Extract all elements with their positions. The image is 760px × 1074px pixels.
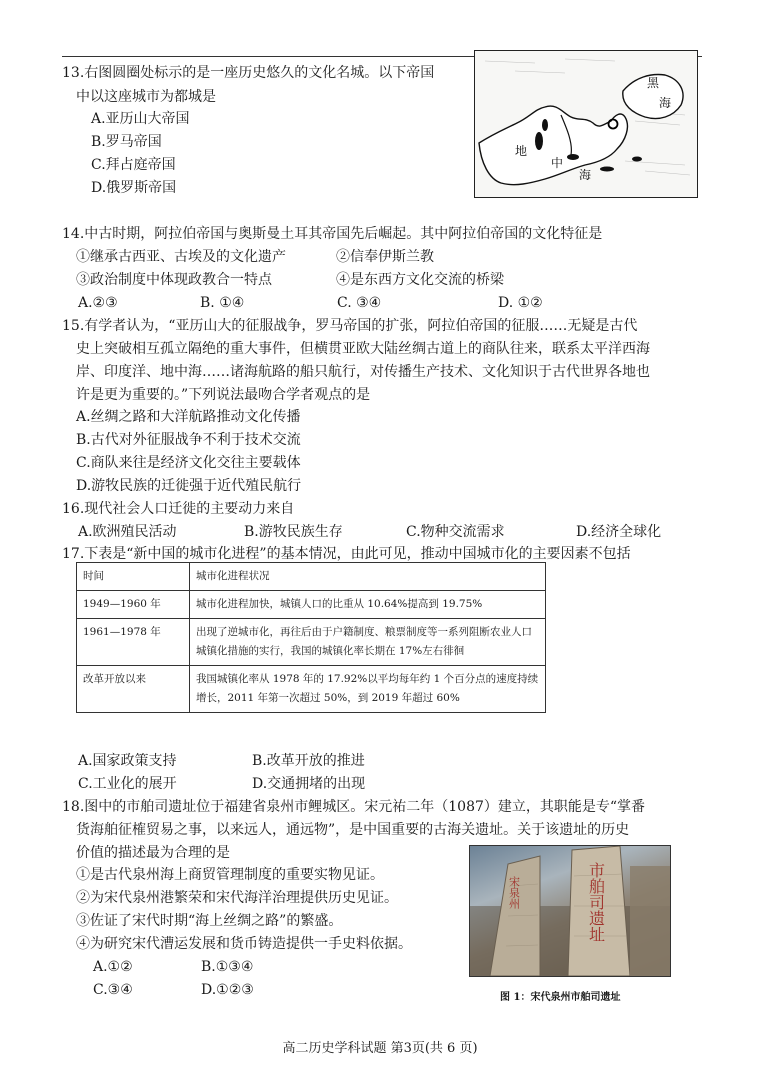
site-photo — [469, 845, 671, 977]
q13-option-b: B.罗马帝国 — [91, 134, 162, 150]
q13-option-c: C.拜占庭帝国 — [91, 157, 176, 173]
map-label-4: 中 — [551, 156, 564, 170]
island-sardinia — [535, 132, 543, 150]
table-cell-status: 我国城镇化率从 1978 年的 17.92%以平均每年约 1 个百分点的速度持续增长，2011 年第一次超过 50%，到 2019 年超过 60% — [190, 666, 546, 713]
q16-option-a: A.欧洲殖民活动 — [78, 524, 177, 540]
q15-option-c: C.商队来往是经济文化交往主要载体 — [76, 455, 301, 471]
table-row — [77, 666, 546, 713]
q17-option-a: A.国家政策支持 — [78, 753, 177, 769]
q15-stem-line4: 许是更为重要的。”下列说法最吻合学者观点的是 — [76, 387, 371, 403]
q13-stem-line2: 中以这座城市为都城是 — [76, 89, 216, 105]
q18-item-2: ②为宋代泉州港繁荣和宋代海洋治理提供历史见证。 — [76, 890, 398, 906]
q17-option-c: C.工业化的展开 — [78, 776, 177, 792]
table-row — [77, 619, 546, 666]
stele-right-text: 市舶司遗址 — [586, 862, 606, 942]
q14-item-4: ④是东西方文化交流的桥梁 — [336, 272, 504, 288]
table-cell-period: 改革开放以来 — [77, 666, 190, 713]
q18-stem-line2: 货海舶征榷贸易之事，以来远人，通远物”，是中国重要的古海关遗址。关于该遗址的历史 — [76, 822, 630, 838]
map-label-2: 海 — [659, 96, 672, 110]
q13-stem-line1: 13.右图圆圈处标示的是一座历史悠久的文化名城。以下帝国 — [62, 65, 435, 81]
q18-item-3: ③佐证了宋代时期“海上丝绸之路”的繁盛。 — [76, 913, 343, 929]
q15-option-d: D.游牧民族的迁徙强于近代殖民航行 — [76, 478, 302, 494]
urbanization-table — [76, 562, 546, 713]
q17-stem: 17.下表是“新中国的城市化进程”的基本情况，由此可见，推动中国城市化的主要因素不包括 — [62, 546, 631, 562]
q14-option-b: B. ①④ — [200, 295, 245, 311]
island-crete — [600, 167, 614, 172]
q14-option-c: C. ③④ — [337, 295, 382, 311]
q14-option-a: A.②③ — [78, 295, 118, 311]
q16-option-b: B.游牧民族生存 — [244, 524, 343, 540]
q15-option-b: B.古代对外征服战争不利于技术交流 — [76, 432, 301, 448]
table-header-time: 时间 — [77, 563, 190, 591]
q18-stem-line3: 价值的描述最为合理的是 — [76, 845, 230, 861]
photo-caption: 图 1：宋代泉州市舶司遗址 — [500, 992, 621, 1003]
map-label-3: 地 — [515, 144, 528, 158]
q14-stem: 14.中古时期，阿拉伯帝国与奥斯曼土耳其帝国先后崛起。其中阿拉伯帝国的文化特征是 — [62, 226, 603, 242]
q17-option-d: D.交通拥堵的出现 — [252, 776, 366, 792]
q13-option-a: A.亚历山大帝国 — [91, 111, 190, 127]
table-cell-status: 城市化进程加快，城镇人口的比重从 10.64%提高到 19.75% — [190, 591, 546, 619]
q13-option-d: D.俄罗斯帝国 — [91, 180, 177, 196]
map-label-1: 黑 — [647, 76, 660, 90]
q17-options-row1 — [0, 752, 760, 770]
q15-stem-line3: 岸、印度洋、地中海……诸海航路的船只航行，对传播生产技术、文化知识于古代世界各地也 — [76, 364, 650, 380]
q18-item-4: ④为研究宋代漕运发展和货币铸造提供一手史料依据。 — [76, 936, 412, 952]
q16-option-d: D.经济全球化 — [576, 524, 662, 540]
table-cell-period: 1949—1960 年 — [77, 591, 190, 619]
q14-item-3: ③政治制度中体现政教合一特点 — [76, 272, 272, 288]
q15-stem-line1: 15.有学者认为，“亚历山大的征服战争，罗马帝国的扩张，阿拉伯帝国的征服……无疑是古代 — [62, 318, 638, 334]
sea-area — [479, 106, 627, 185]
table-cell-period: 1961—1978 年 — [77, 619, 190, 666]
table-header-row — [77, 563, 546, 591]
q17-options-row2 — [0, 775, 760, 793]
q18-options-row1 — [0, 958, 460, 976]
q14-item-2: ②信奉伊斯兰教 — [336, 249, 434, 265]
q16-option-c: C.物种交流需求 — [406, 524, 505, 540]
q18-option-b: B.①③④ — [201, 959, 254, 975]
q15-stem-line2: 史上突破相互孤立隔绝的重大事件，但横贯亚欧大陆丝绸古道上的商队往来，联系太平洋西海 — [76, 341, 650, 357]
q17-option-b: B.改革开放的推进 — [252, 753, 365, 769]
q18-option-c: C.③④ — [93, 982, 133, 998]
q18-item-1: ①是古代泉州海上商贸管理制度的重要实物见证。 — [76, 867, 384, 883]
q18-stem-line1: 18.图中的市舶司遗址位于福建省泉州市鲤城区。宋元祐二年（1087）建立，其职能是专“掌番 — [62, 799, 646, 815]
q16-options — [0, 523, 760, 541]
island-sicily — [567, 154, 579, 160]
map-label-5: 海 — [579, 168, 592, 182]
q14-item-1: ①继承古西亚、古埃及的文化遗产 — [76, 249, 286, 265]
q18-options-row2 — [0, 981, 460, 999]
island-corsica — [542, 119, 548, 131]
page-footer: 高二历史学科试题 第3页(共 6 页) — [282, 1041, 478, 1056]
mediterranean-map — [474, 50, 698, 198]
table-cell-status: 出现了逆城市化，再往后由于户籍制度、粮票制度等一系列阻断农业人口城镇化措施的实行，我国的城镇化率长期在 17%左右徘徊 — [190, 619, 546, 666]
photo-drawing — [470, 846, 670, 976]
table-row — [77, 591, 546, 619]
map-drawing — [475, 51, 697, 197]
q14-option-d: D. ①② — [498, 295, 543, 311]
table-header-status: 城市化进程状况 — [190, 563, 546, 591]
q15-option-a: A.丝绸之路和大洋航路推动文化传播 — [76, 409, 301, 425]
stele-left-text: 宋泉州 — [507, 876, 521, 909]
q18-option-a: A.①② — [93, 959, 133, 975]
q18-option-d: D.①②③ — [201, 982, 254, 998]
q14-options — [0, 294, 760, 312]
island-cyprus — [632, 157, 642, 162]
q16-stem: 16.现代社会人口迁徙的主要动力来自 — [62, 501, 295, 517]
